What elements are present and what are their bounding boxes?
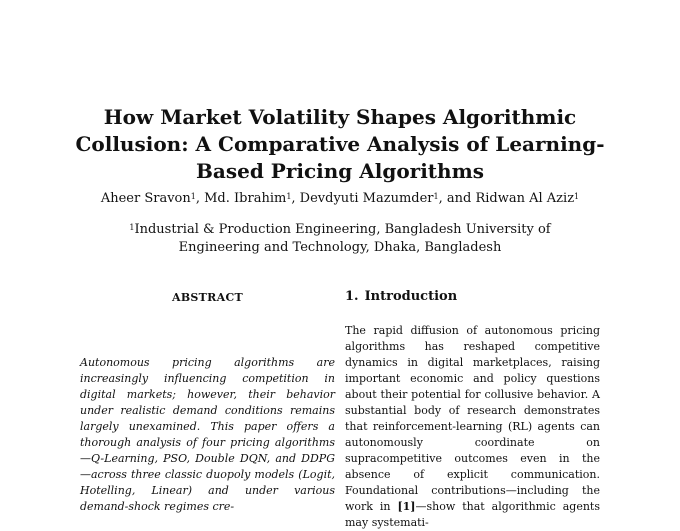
author-list: Aheer Sravon$^1$, Md. Ibrahim$^1$, Devdyuti Mazumder$^1$, and Ridwan Al Aziz$^1$ [100,191,580,206]
section-title: Introduction [364,289,458,304]
abstract-heading: ABSTRACT [172,291,243,304]
affiliation-marker: 1 [574,192,580,201]
paragraph-text: —show that algorithmic agents may systemati- [345,500,600,529]
introduction-paragraph [345,323,600,531]
author-name: Devdyuti Mazumder [299,191,434,206]
affiliation-marker: 1 [433,192,439,201]
section-heading-introduction [345,289,457,304]
affiliation-marker: 1 [286,192,292,201]
paragraph-text: The rapid diffusion of autonomous pricing algorithms has reshaped competitive dynamics in digital marketplaces, raising important economic and policy questions about their potential for collusive behavior. A substantial body of research demonstrates that reinforcement-learning (RL) agents can autonomously coordinate on supracompetitive outcomes even in the absence of explicit communication. Foundational contributions—including the work in [345,324,600,513]
citation-link[interactable]: [1] [397,500,416,513]
section-number: 1. [345,289,359,304]
author-name: Ridwan Al Aziz [475,191,575,206]
paper-title: How Market Volatility Shapes Algorithmic Collusion: A Comparative Analysis of Learning-Based Pricing Algorithms [75,105,605,183]
affiliation-marker: 1 [129,223,135,232]
affiliation-marker: 1 [190,192,196,201]
author-name: Md. Ibrahim [204,191,287,206]
affiliation-text: Industrial & Production Engineering, Bangladesh University of Engineering and Technology, Dhaka, Bangladesh [134,222,551,255]
affiliation [90,221,590,257]
abstract-text: Autonomous pricing algorithms are increasingly influencing competition in digital markets; however, their behavior under realistic demand conditions remains largely unexamined. This paper offers a thorough analysis of four pricing algorithms—Q-Learning, PSO, Double DQN, and DDPG—across three classic duopoly models (Logit, Hotelling, Linear) and under various demand-shock regimes cre- [80,356,335,513]
author-name: Aheer Sravon [100,191,191,206]
